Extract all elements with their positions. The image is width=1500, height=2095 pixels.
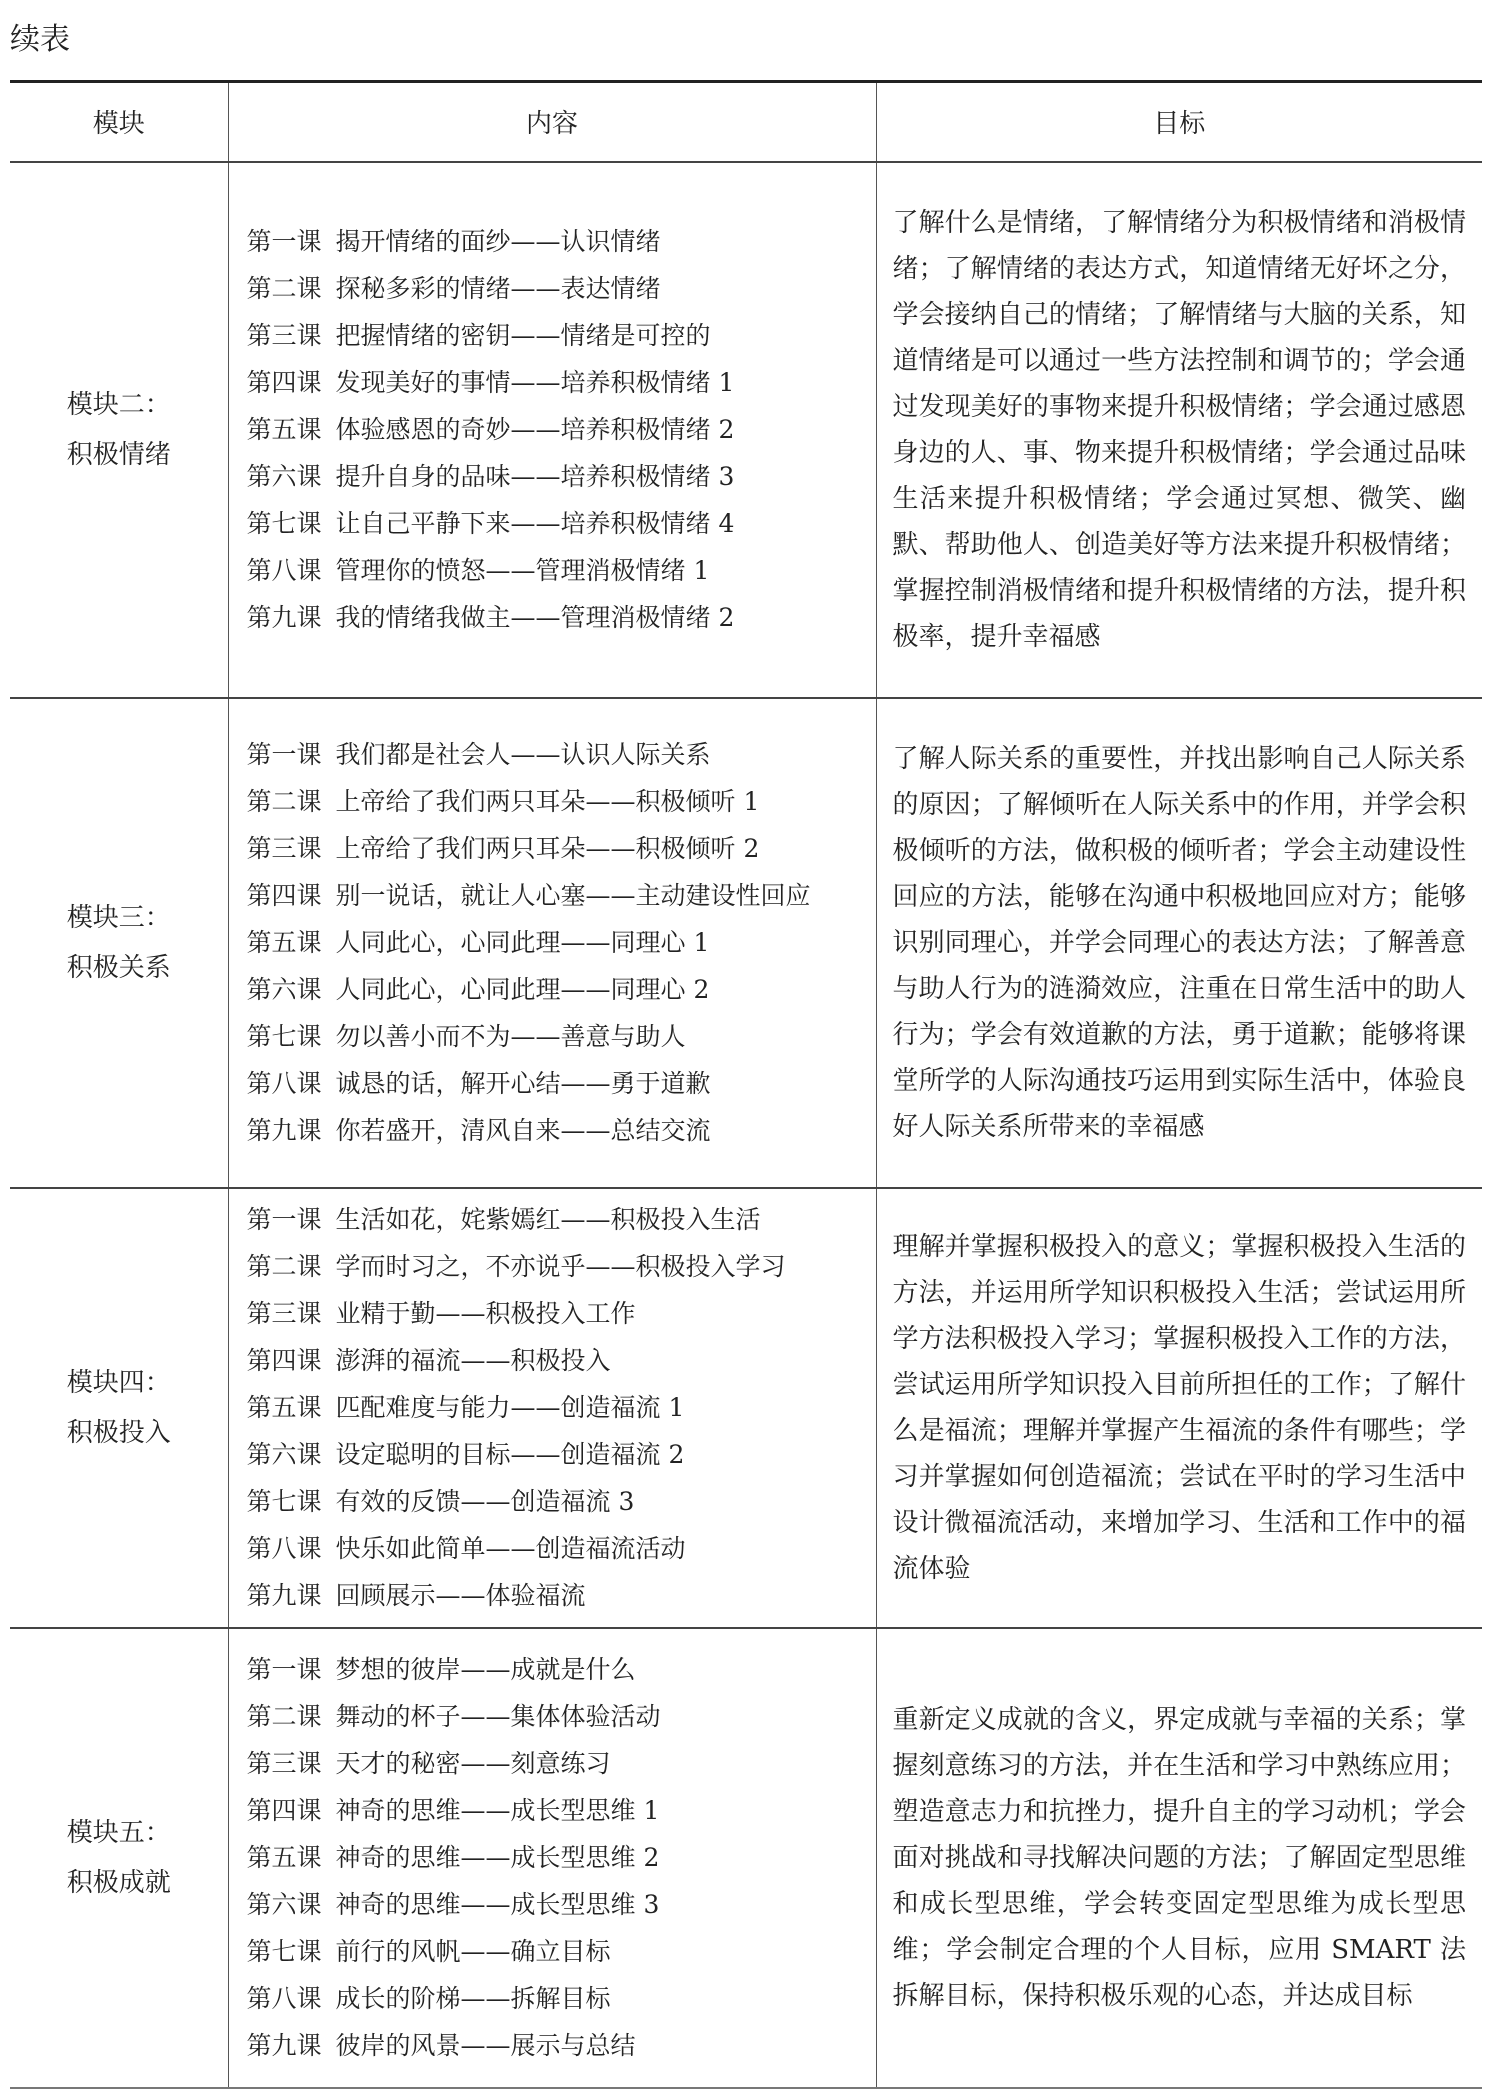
lesson-title: 诚恳的话，解开心结——勇于道歉 bbox=[335, 1069, 711, 1098]
lesson-number: 第四课 bbox=[246, 881, 322, 910]
lesson-item bbox=[247, 1928, 858, 1975]
lesson-number: 第五课 bbox=[246, 1843, 322, 1872]
lesson-title: 梦想的彼岸——成就是什么 bbox=[335, 1655, 636, 1684]
lesson-item bbox=[247, 1975, 858, 2022]
goal-cell: 理解并掌握积极投入的意义；掌握积极投入生活的方法，并运用所学知识积极投入生活；尝试运用所学方法积极投入学习；掌握积极投入工作的方法，尝试运用所学知识投入目前所担任的工作；了解什么是福流；理解并掌握产生福流的条件有哪些；学习并掌握如何创造福流；尝试在平时的学习生活中设计微福流活动，来增加学习、生活和工作中的福流体验 bbox=[892, 1231, 1466, 1584]
lesson-number: 第五课 bbox=[246, 1393, 322, 1422]
lesson-item bbox=[247, 1834, 858, 1881]
lesson-title: 学而时习之，不亦说乎——积极投入学习 bbox=[335, 1252, 786, 1281]
lesson-title: 人同此心，心同此理——同理心 1 bbox=[335, 928, 710, 957]
lesson-title: 快乐如此简单——创造福流活动 bbox=[335, 1534, 686, 1563]
lesson-title: 提升自身的品味——培养积极情绪 3 bbox=[335, 462, 735, 491]
lesson-item bbox=[247, 1881, 858, 1928]
lesson-number: 第九课 bbox=[246, 1116, 322, 1145]
lesson-item bbox=[247, 872, 858, 919]
lesson-number: 第六课 bbox=[246, 1440, 322, 1469]
lesson-title: 别一说话，就让人心塞——主动建设性回应 bbox=[335, 881, 811, 910]
lesson-item bbox=[247, 1013, 858, 1060]
lesson-title: 上帝给了我们两只耳朵——积极倾听 1 bbox=[335, 787, 760, 816]
lesson-title: 澎湃的福流——积极投入 bbox=[335, 1346, 611, 1375]
lesson-item bbox=[247, 1740, 858, 1787]
lesson-number: 第三课 bbox=[246, 321, 322, 350]
header-content: 内容 bbox=[228, 82, 876, 162]
lessons-cell bbox=[228, 162, 876, 698]
lesson-item bbox=[247, 778, 858, 825]
module-name: 积极情绪 bbox=[66, 439, 171, 470]
goal-cell: 重新定义成就的含义，界定成就与幸福的关系；掌握刻意练习的方法，并在生活和学习中熟练应用；塑造意志力和抗挫力，提升自主的学习动机；学会面对挑战和寻找解决问题的方法；了解固定型思维和成长型思维，学会转变固定型思维为成长型思维；学会制定合理的个人目标，应用 SMART 法拆解目标，保持积极乐观的心态，并达成目标 bbox=[892, 1704, 1466, 2011]
table-row bbox=[10, 162, 1482, 698]
lesson-item bbox=[247, 500, 858, 547]
lesson-title: 体验感恩的奇妙——培养积极情绪 2 bbox=[335, 415, 735, 444]
table-row bbox=[10, 1188, 1482, 1628]
lesson-number: 第一课 bbox=[246, 740, 322, 769]
lesson-title: 回顾展示——体验福流 bbox=[335, 1581, 586, 1610]
lesson-item bbox=[247, 1478, 858, 1525]
lesson-number: 第八课 bbox=[246, 1069, 322, 1098]
lesson-title: 神奇的思维——成长型思维 2 bbox=[335, 1843, 660, 1872]
lesson-item bbox=[247, 731, 858, 778]
lesson-title: 我们都是社会人——认识人际关系 bbox=[335, 740, 711, 769]
lesson-number: 第四课 bbox=[246, 1796, 322, 1825]
lesson-item bbox=[247, 265, 858, 312]
lesson-number: 第八课 bbox=[246, 1534, 322, 1563]
lesson-title: 我的情绪我做主——管理消极情绪 2 bbox=[335, 603, 735, 632]
module-cell bbox=[10, 162, 228, 698]
lesson-number: 第七课 bbox=[246, 1022, 322, 1051]
lesson-title: 天才的秘密——刻意练习 bbox=[335, 1749, 611, 1778]
module-name: 积极关系 bbox=[66, 952, 171, 983]
lesson-item bbox=[247, 1525, 858, 1572]
lesson-title: 上帝给了我们两只耳朵——积极倾听 2 bbox=[335, 834, 760, 863]
module-number: 模块五： bbox=[66, 1817, 171, 1848]
lesson-title: 勿以善小而不为——善意与助人 bbox=[335, 1022, 686, 1051]
table-row bbox=[10, 1628, 1482, 2088]
lesson-number: 第三课 bbox=[246, 1749, 322, 1778]
lesson-title: 把握情绪的密钥——情绪是可控的 bbox=[335, 321, 711, 350]
lesson-number: 第一课 bbox=[246, 227, 322, 256]
table-row bbox=[10, 698, 1482, 1188]
lesson-number: 第三课 bbox=[246, 1299, 322, 1328]
lesson-item bbox=[247, 1787, 858, 1834]
lesson-title: 有效的反馈——创造福流 3 bbox=[335, 1487, 635, 1516]
lesson-number: 第八课 bbox=[246, 1984, 322, 2013]
lesson-item bbox=[247, 453, 858, 500]
lesson-title: 探秘多彩的情绪——表达情绪 bbox=[335, 274, 661, 303]
lesson-number: 第二课 bbox=[246, 787, 322, 816]
lesson-item bbox=[247, 1243, 858, 1290]
header-module: 模块 bbox=[10, 82, 228, 162]
module-name: 积极成就 bbox=[66, 1867, 171, 1898]
module-cell bbox=[10, 1188, 228, 1628]
goal-cell: 了解人际关系的重要性，并找出影响自己人际关系的原因；了解倾听在人际关系中的作用，并学会积极倾听的方法，做积极的倾听者；学会主动建设性回应的方法，能够在沟通中积极地回应对方；能够识别同理心，并学会同理心的表达方法；了解善意与助人行为的涟漪效应，注重在日常生活中的助人行为；学会有效道歉的方法，勇于道歉；能够将课堂所学的人际沟通技巧运用到实际生活中，体验良好人际关系所带来的幸福感 bbox=[892, 743, 1466, 1142]
lessons-cell bbox=[228, 1188, 876, 1628]
module-number: 模块三： bbox=[66, 902, 171, 933]
lesson-item bbox=[247, 1693, 858, 1740]
lesson-title: 揭开情绪的面纱——认识情绪 bbox=[335, 227, 661, 256]
lesson-title: 前行的风帆——确立目标 bbox=[335, 1937, 611, 1966]
lesson-number: 第七课 bbox=[246, 1487, 322, 1516]
lesson-title: 管理你的愤怒——管理消极情绪 1 bbox=[335, 556, 710, 585]
lesson-number: 第三课 bbox=[246, 834, 322, 863]
lesson-number: 第九课 bbox=[246, 1581, 322, 1610]
module-cell bbox=[10, 698, 228, 1188]
lesson-item bbox=[247, 919, 858, 966]
lesson-title: 神奇的思维——成长型思维 3 bbox=[335, 1890, 660, 1919]
lesson-title: 发现美好的事情——培养积极情绪 1 bbox=[335, 368, 735, 397]
lesson-item bbox=[247, 1572, 858, 1619]
lesson-title: 你若盛开，清风自来——总结交流 bbox=[335, 1116, 711, 1145]
lesson-item bbox=[247, 1060, 858, 1107]
lesson-item bbox=[247, 1107, 858, 1154]
lesson-number: 第五课 bbox=[246, 928, 322, 957]
lesson-title: 成长的阶梯——拆解目标 bbox=[335, 1984, 611, 2013]
lesson-item bbox=[247, 1196, 858, 1243]
lesson-title: 舞动的杯子——集体体验活动 bbox=[335, 1702, 661, 1731]
lesson-title: 生活如花，姹紫嫣红——积极投入生活 bbox=[335, 1205, 761, 1234]
module-cell bbox=[10, 1628, 228, 2088]
table-header-row bbox=[10, 82, 1482, 162]
lesson-item bbox=[247, 1337, 858, 1384]
lesson-item bbox=[247, 1384, 858, 1431]
lesson-item bbox=[247, 1646, 858, 1693]
lesson-title: 神奇的思维——成长型思维 1 bbox=[335, 1796, 660, 1825]
module-name: 积极投入 bbox=[66, 1417, 171, 1448]
lesson-number: 第二课 bbox=[246, 1252, 322, 1281]
lesson-number: 第九课 bbox=[246, 603, 322, 632]
lesson-item bbox=[247, 825, 858, 872]
lesson-number: 第九课 bbox=[246, 2031, 322, 2060]
lesson-number: 第二课 bbox=[246, 274, 322, 303]
table-caption: 续表 bbox=[10, 22, 70, 57]
lesson-number: 第四课 bbox=[246, 368, 322, 397]
lessons-cell bbox=[228, 698, 876, 1188]
lesson-item bbox=[247, 406, 858, 453]
lesson-title: 让自己平静下来——培养积极情绪 4 bbox=[335, 509, 735, 538]
lesson-item bbox=[247, 312, 858, 359]
lesson-item bbox=[247, 359, 858, 406]
lesson-number: 第一课 bbox=[246, 1655, 322, 1684]
goal-cell: 了解什么是情绪，了解情绪分为积极情绪和消极情绪；了解情绪的表达方式，知道情绪无好坏之分，学会接纳自己的情绪；了解情绪与大脑的关系，知道情绪是可以通过一些方法控制和调节的；学会通过发现美好的事物来提升积极情绪；学会通过感恩身边的人、事、物来提升积极情绪；学会通过品味生活来提升积极情绪；学会通过冥想、微笑、幽默、帮助他人、创造美好等方法来提升积极情绪；掌握控制消极情绪和提升积极情绪的方法，提升积极率，提升幸福感 bbox=[892, 207, 1466, 652]
curriculum-table bbox=[10, 80, 1482, 2089]
lesson-number: 第五课 bbox=[246, 415, 322, 444]
lesson-title: 匹配难度与能力——创造福流 1 bbox=[335, 1393, 685, 1422]
lesson-title: 设定聪明的目标——创造福流 2 bbox=[335, 1440, 685, 1469]
lesson-title: 彼岸的风景——展示与总结 bbox=[335, 2031, 636, 2060]
lesson-number: 第一课 bbox=[246, 1205, 322, 1234]
lesson-item bbox=[247, 1290, 858, 1337]
lesson-number: 第八课 bbox=[246, 556, 322, 585]
lesson-number: 第六课 bbox=[246, 975, 322, 1004]
lesson-item bbox=[247, 594, 858, 641]
lesson-number: 第六课 bbox=[246, 1890, 322, 1919]
header-goal: 目标 bbox=[1153, 109, 1206, 140]
lesson-item bbox=[247, 966, 858, 1013]
lessons-cell bbox=[228, 1628, 876, 2088]
lesson-item bbox=[247, 547, 858, 594]
lesson-item bbox=[247, 218, 858, 265]
lesson-number: 第七课 bbox=[246, 509, 322, 538]
lesson-item bbox=[247, 1431, 858, 1478]
module-number: 模块四： bbox=[66, 1367, 171, 1398]
module-number: 模块二： bbox=[66, 389, 171, 420]
lesson-number: 第七课 bbox=[246, 1937, 322, 1966]
lesson-title: 人同此心，心同此理——同理心 2 bbox=[335, 975, 710, 1004]
lesson-number: 第二课 bbox=[246, 1702, 322, 1731]
lesson-number: 第六课 bbox=[246, 462, 322, 491]
lesson-number: 第四课 bbox=[246, 1346, 322, 1375]
lesson-item bbox=[247, 2022, 858, 2069]
lesson-title: 业精于勤——积极投入工作 bbox=[335, 1299, 636, 1328]
